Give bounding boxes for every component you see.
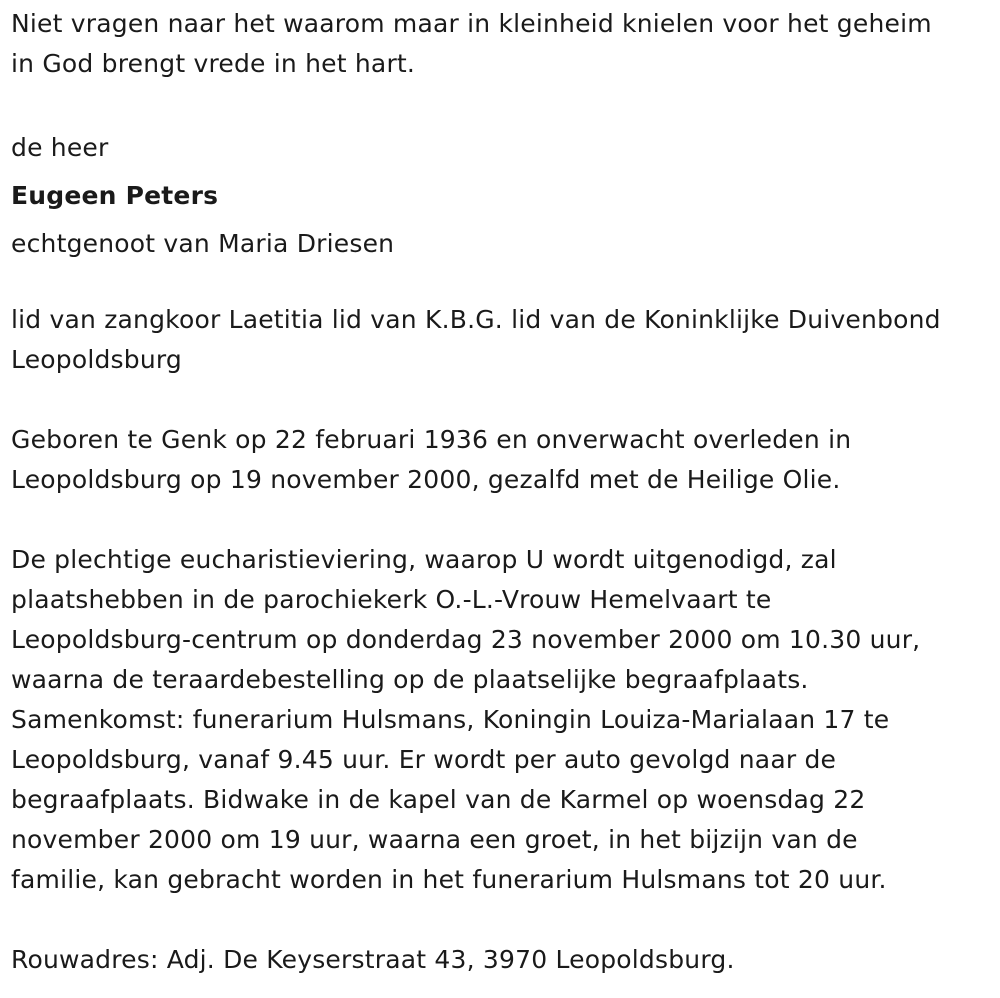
spacer [11,900,986,940]
spacer [11,84,986,124]
deceased-name: Eugeen Peters [11,181,219,210]
spacer [11,268,986,300]
mourning-address: Rouwadres: Adj. De Keyserstraat 43, 3970 Leopoldsburg. [11,945,735,974]
spouse-line: echtgenoot van Maria Driesen [11,229,395,258]
obituary-notice [11,4,986,980]
birth-death-text: Geboren te Genk op 22 februari 1936 en onverwacht overleden in Leopoldsburg op 19 november 2000, gezalfd met de Heilige Olie. [11,425,852,494]
memberships-text: lid van zangkoor Laetitia lid van K.B.G. lid van de Koninklijke Duivenbond Leopoldsburg [11,305,941,374]
title-prefix: de heer [11,133,109,162]
spacer [11,380,986,420]
motto-text: Niet vragen naar het waarom maar in kleinheid knielen voor het geheim in God brengt vrede in het hart. [11,9,932,78]
spacer [11,500,986,540]
funeral-details-text: De plechtige eucharistieviering, waarop U wordt uitgenodigd, zal plaatshebben in de parochiekerk O.-L.-Vrouw Hemelvaart te Leopoldsburg-centrum op donderdag 23 november 2000 om 10.30 uur, waarna de teraardebestelling op de plaatselijke begraafplaats. Samenkomst: funerarium Hulsmans, Koningin Louiza-Marialaan 17 te Leopoldsburg, vanaf 9.45 uur. Er wordt per auto gevolgd naar de begraafplaats. Bidwake in de kapel van de Karmel op woensdag 22 november 2000 om 19 uur, waarna een groet, in het bijzijn van de familie, kan gebracht worden in het funerarium Hulsmans tot 20 uur. [11,545,921,894]
